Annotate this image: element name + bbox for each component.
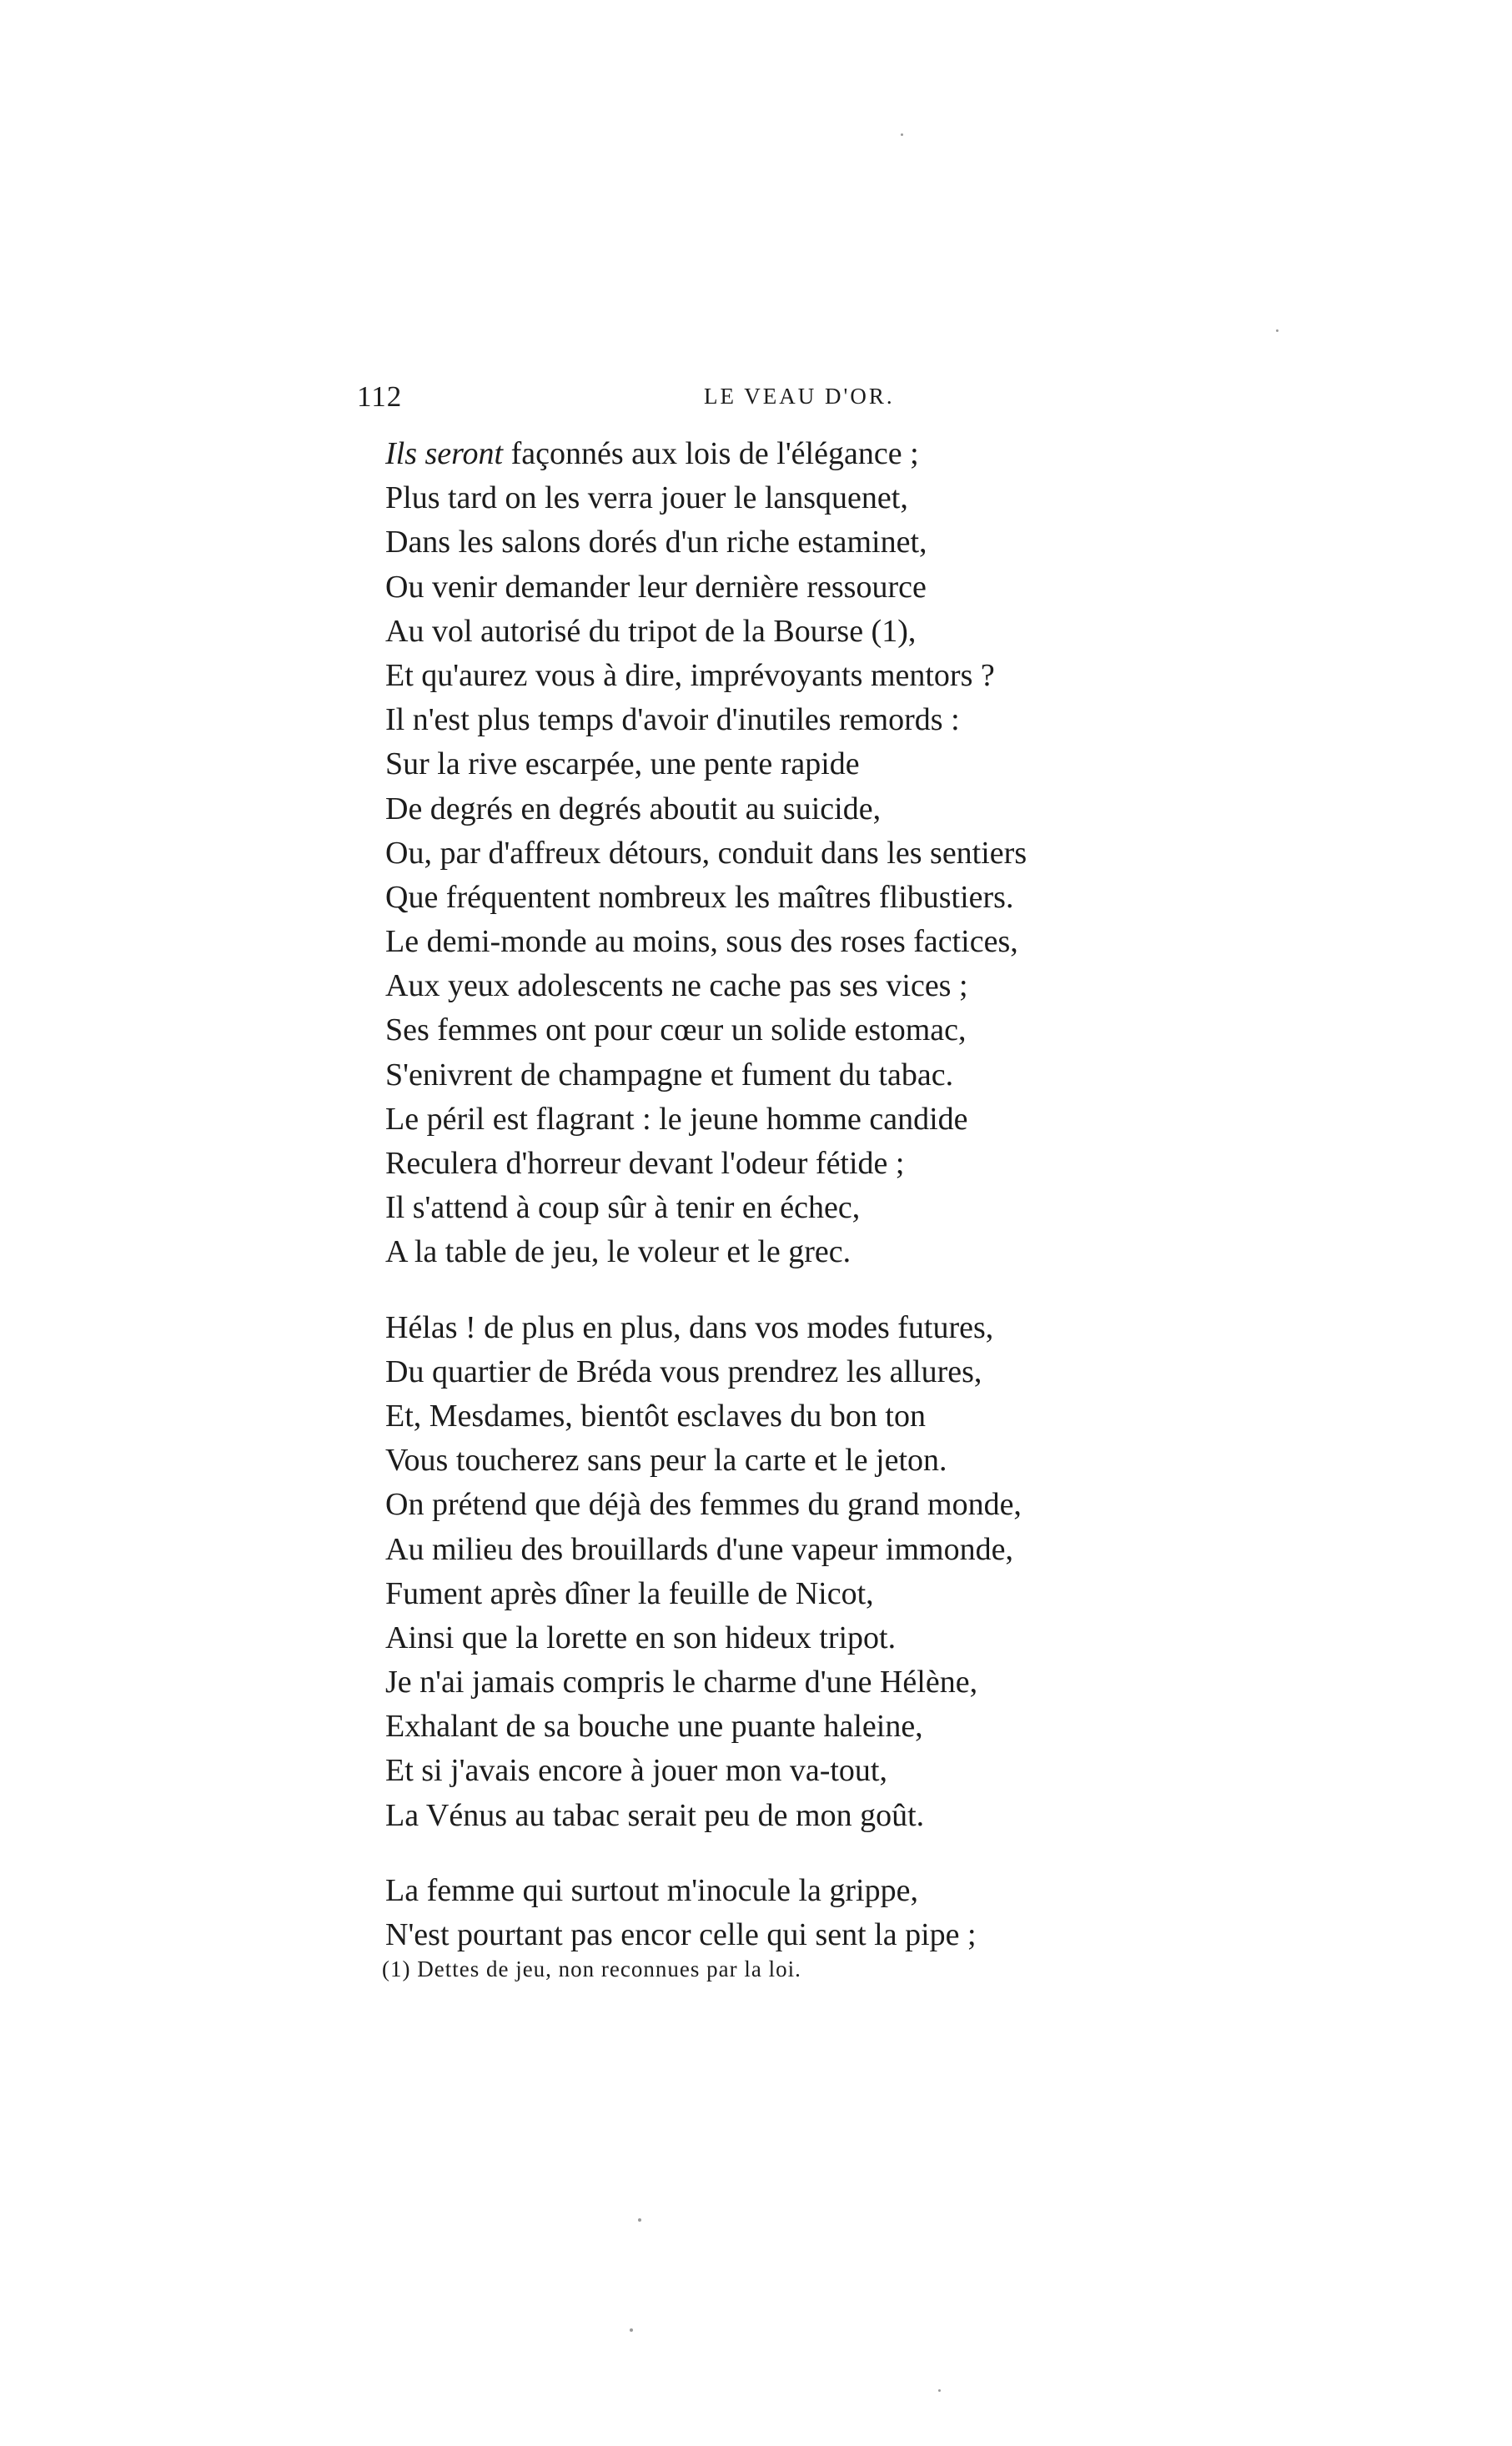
verse-line: Hélas ! de plus en plus, dans vos modes futures,	[385, 1309, 994, 1345]
verse-line: Ou, par d'affreux détours, conduit dans les sentiers	[385, 835, 1027, 871]
verse-line: De degrés en degrés aboutit au suicide,	[385, 791, 882, 826]
verse-line: Reculera d'horreur devant l'odeur fétide ;	[385, 1146, 905, 1181]
verse-line: Il n'est plus temps d'avoir d'inutiles remords :	[385, 702, 960, 738]
stanza-3	[385, 1869, 1303, 1957]
stanza-1	[385, 432, 1303, 1275]
print-speck	[638, 2218, 641, 2222]
verse-line: Au milieu des brouillards d'une vapeur immonde,	[385, 1531, 1013, 1567]
verse-line: Il s'attend à coup sûr à tenir en échec,	[385, 1190, 861, 1226]
print-speck	[938, 2389, 941, 2392]
print-speck	[901, 133, 903, 136]
verse-line: La femme qui surtout m'inocule la grippe,	[385, 1872, 918, 1908]
print-speck	[630, 2328, 633, 2332]
verse-line: Sur la rive escarpée, une pente rapide	[385, 746, 860, 782]
poem	[385, 432, 1303, 1957]
print-speck	[1276, 329, 1278, 332]
verse-line: Plus tard on les verra jouer le lansquenet,	[385, 480, 908, 516]
verse-line: Exhalant de sa bouche une puante haleine,	[385, 1709, 923, 1745]
page-header	[357, 380, 1191, 422]
verse-line: Et, Mesdames, bientôt esclaves du bon ton	[385, 1398, 926, 1434]
footnote: (1) Dettes de jeu, non reconnues par la loi.	[382, 1956, 801, 1981]
verse-line: Ses femmes ont pour cœur un solide estomac,	[385, 1012, 967, 1048]
verse-line: Et si j'avais encore à jouer mon va-tout,	[385, 1753, 887, 1789]
verse-line: Que fréquentent nombreux les maîtres flibustiers.	[385, 879, 1014, 915]
running-title: LE VEAU D'OR.	[704, 384, 895, 409]
verse-line: Ainsi que la lorette en son hideux tripot.	[385, 1620, 897, 1655]
verse-line: Fument après dîner la feuille de Nicot,	[385, 1575, 874, 1611]
stanza-2	[385, 1306, 1303, 1838]
verse-line: Au vol autorisé du tripot de la Bourse (1),	[385, 613, 917, 649]
verse-line: Ou venir demander leur dernière ressource	[385, 569, 927, 605]
verse-line	[385, 432, 1303, 476]
verse-line: Le péril est flagrant : le jeune homme candide	[385, 1101, 968, 1137]
verse-line: On prétend que déjà des femmes du grand monde,	[385, 1487, 1022, 1523]
verse-line: La Vénus au tabac serait peu de mon goût.	[385, 1797, 925, 1833]
verse-line: Le demi-monde au moins, sous des roses factices,	[385, 924, 1018, 960]
verse-line-lead: Ils seront	[385, 436, 504, 471]
verse-line: S'enivrent de champagne et fument du tabac.	[385, 1057, 954, 1092]
verse-line-rest: façonnés aux lois de l'élégance ;	[503, 436, 919, 471]
verse-line: N'est pourtant pas encor celle qui sent la pipe ;	[385, 1917, 977, 1952]
verse-line: Et qu'aurez vous à dire, imprévoyants mentors ?	[385, 657, 995, 693]
verse-line: Vous toucherez sans peur la carte et le jeton.	[385, 1443, 947, 1479]
verse-line: A la table de jeu, le voleur et le grec.	[385, 1234, 851, 1270]
verse-line: Dans les salons dorés d'un riche estaminet,	[385, 525, 927, 560]
verse-line: Du quartier de Bréda vous prendrez les allures,	[385, 1354, 982, 1389]
verse-line: Aux yeux adolescents ne cache pas ses vices ;	[385, 968, 968, 1004]
verse-line: Je n'ai jamais compris le charme d'une Hélène,	[385, 1665, 978, 1700]
page-number: 112	[357, 380, 403, 413]
